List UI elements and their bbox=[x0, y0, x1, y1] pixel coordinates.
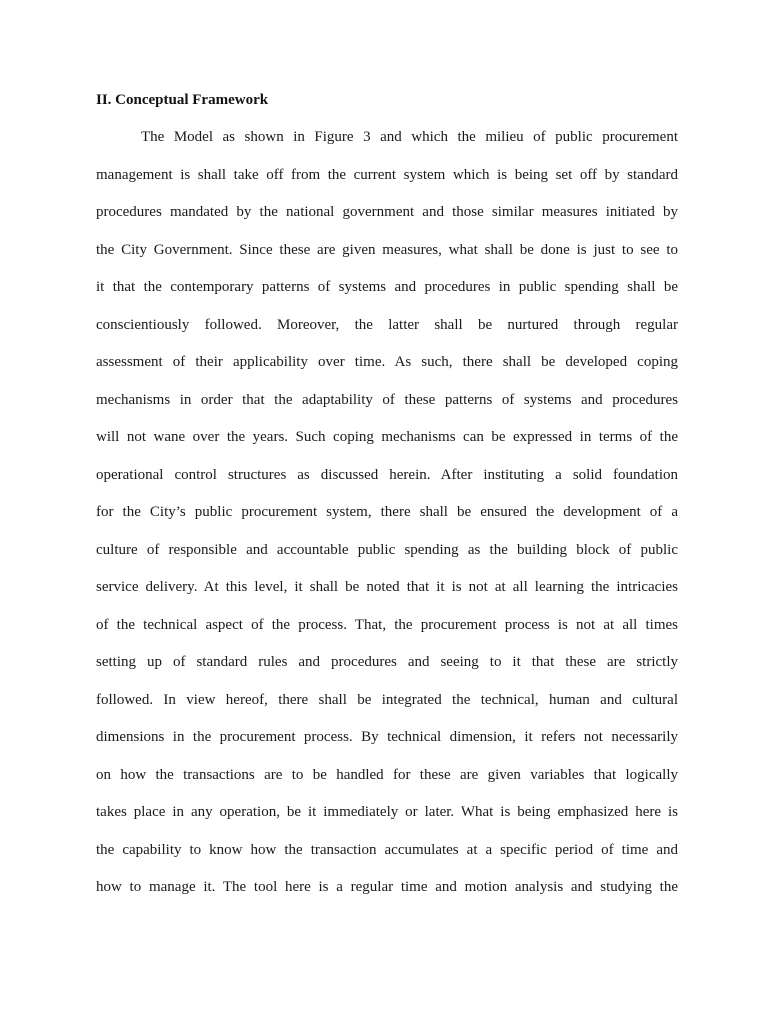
paragraph-line: on how the transactions are to be handled for these are given variables that logically bbox=[96, 767, 678, 783]
paragraph-line: operational control structures as discussed herein. After instituting a solid foundation bbox=[96, 467, 678, 483]
paragraph-line: assessment of their applicability over time. As such, there shall be developed coping bbox=[96, 354, 678, 370]
paragraph-line: will not wane over the years. Such coping mechanisms can be expressed in terms of the bbox=[96, 429, 678, 445]
paragraph-line: the capability to know how the transaction accumulates at a specific period of time and bbox=[96, 842, 678, 858]
paragraph-line: the City Government. Since these are given measures, what shall be done is just to see to bbox=[96, 242, 678, 258]
paragraph-line: management is shall take off from the current system which is being set off by standard bbox=[96, 167, 678, 183]
section-heading: II. Conceptual Framework bbox=[96, 92, 269, 108]
paragraph-line: how to manage it. The tool here is a regular time and motion analysis and studying the bbox=[96, 879, 678, 895]
paragraph-line: it that the contemporary patterns of systems and procedures in public spending shall be bbox=[96, 279, 678, 295]
paragraph-line: of the technical aspect of the process. That, the procurement process is not at all times bbox=[96, 617, 678, 633]
paragraph-line: service delivery. At this level, it shall be noted that it is not at all learning the intricacies bbox=[96, 579, 678, 595]
paragraph-line: followed. In view hereof, there shall be integrated the technical, human and cultural bbox=[96, 692, 678, 708]
paragraph-line: conscientiously followed. Moreover, the latter shall be nurtured through regular bbox=[96, 317, 678, 333]
paragraph-line: for the City’s public procurement system, there shall be ensured the development of a bbox=[96, 504, 678, 520]
paragraph-line: dimensions in the procurement process. By technical dimension, it refers not necessarily bbox=[96, 729, 678, 745]
paragraph-line: culture of responsible and accountable public spending as the building block of public bbox=[96, 542, 678, 558]
paragraph-line: setting up of standard rules and procedures and seeing to it that these are strictly bbox=[96, 654, 678, 670]
paragraph-line: mechanisms in order that the adaptability of these patterns of systems and procedures bbox=[96, 392, 678, 408]
paragraph-line: takes place in any operation, be it immediately or later. What is being emphasized here is bbox=[96, 804, 678, 820]
paragraph-line: procedures mandated by the national government and those similar measures initiated by bbox=[96, 204, 678, 220]
paragraph-line: The Model as shown in Figure 3 and which the milieu of public procurement bbox=[141, 129, 678, 145]
